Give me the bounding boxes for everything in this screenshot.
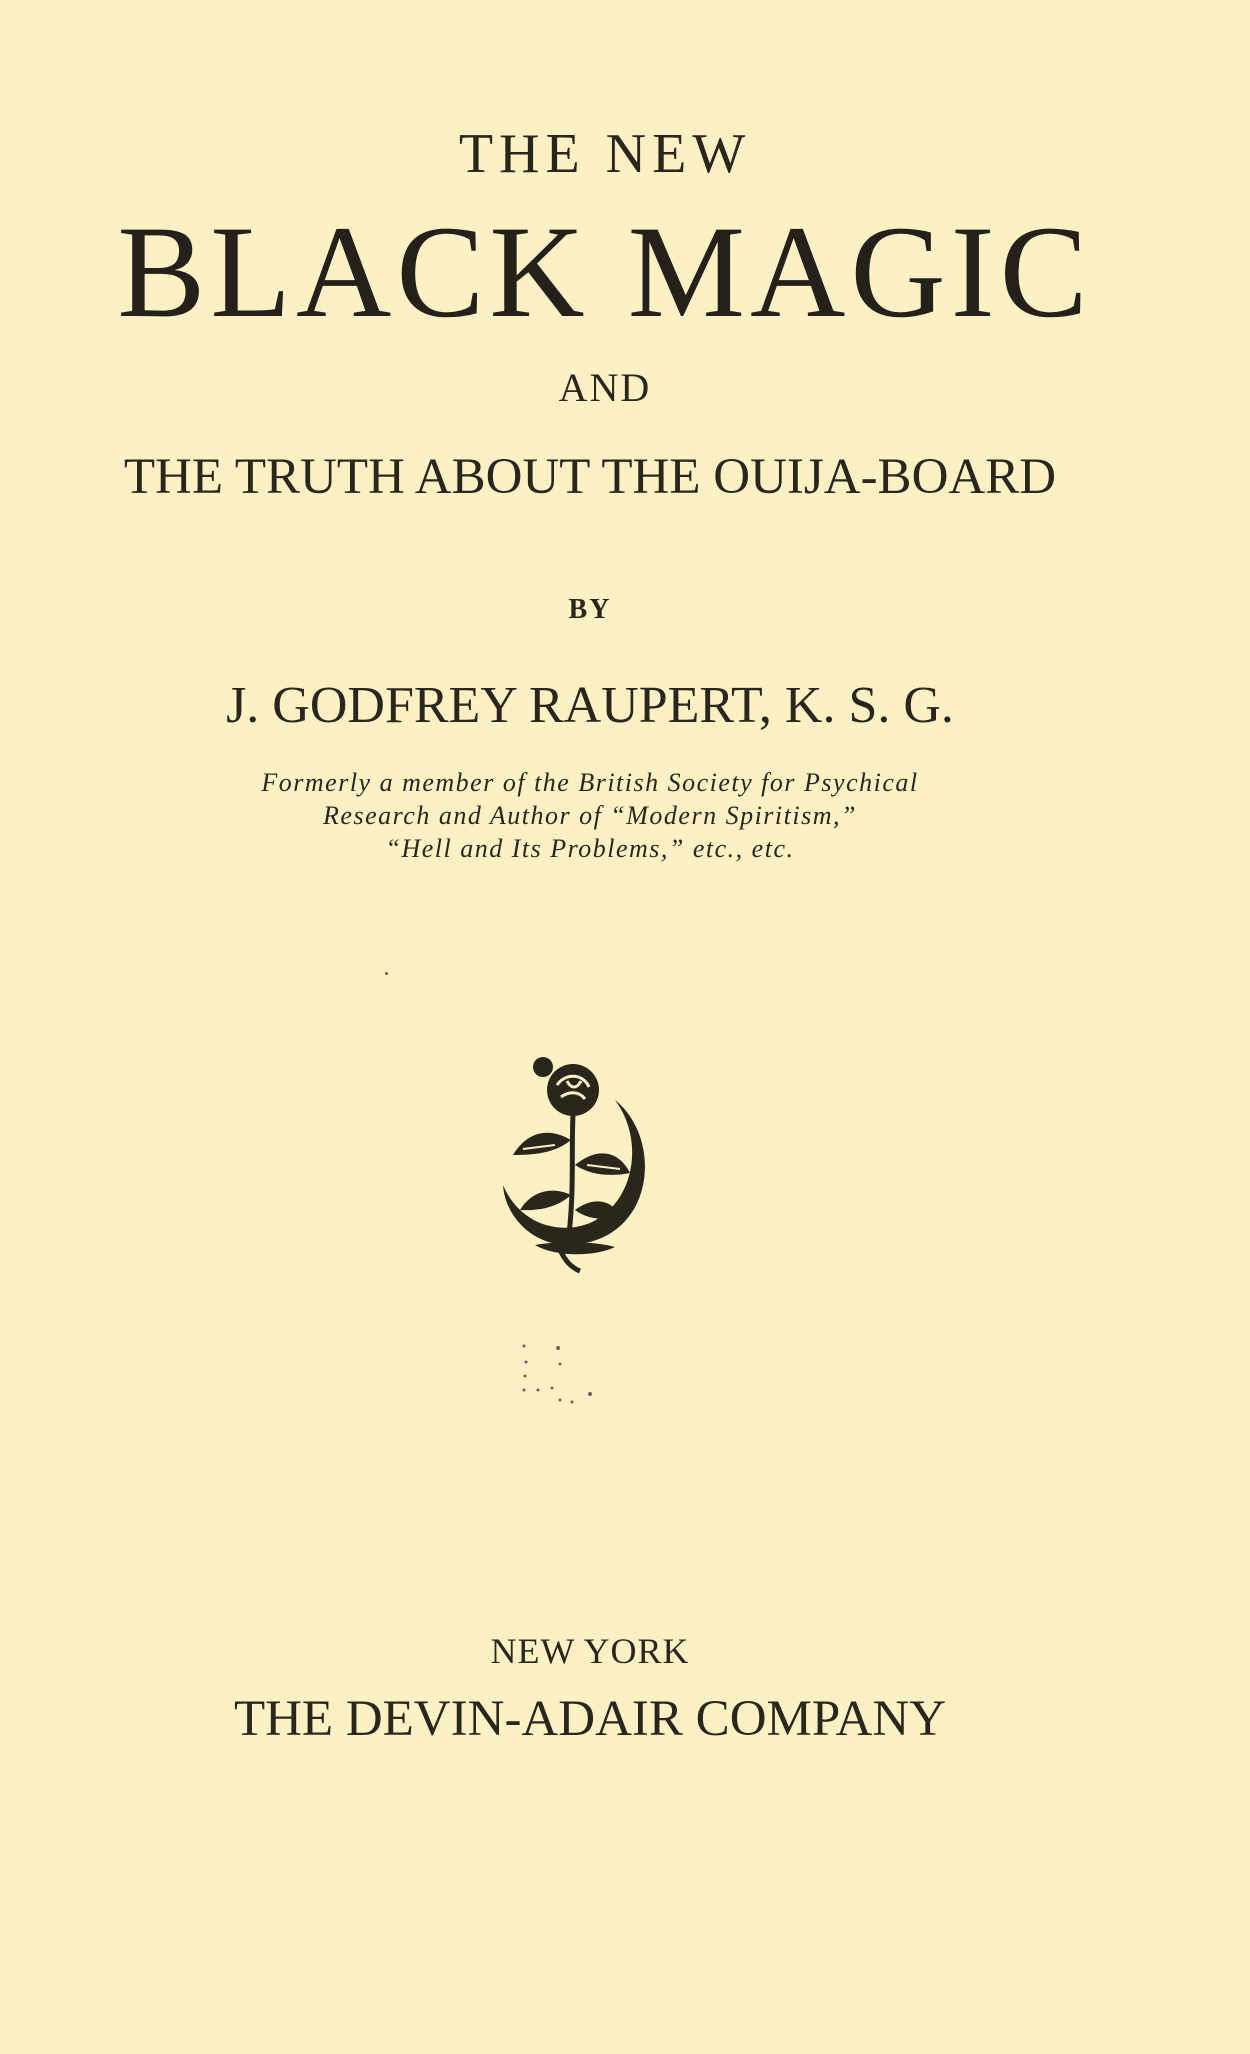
credentials-line: Formerly a member of the British Society for Psychical [261,768,919,797]
author-name: J. GODFREY RAUPERT, K. S. G. [226,677,954,734]
book-title: BLACK MAGIC [117,198,1093,345]
publication-city: NEW YORK [490,1631,690,1671]
rose-and-crescent-emblem [495,1045,655,1275]
author-credentials [0,766,1215,865]
title-conjunction: AND [558,365,652,410]
credentials-line: “Hell and Its Problems,” etc., etc. [385,834,795,863]
publisher-name: THE DEVIN-ADAIR COMPANY [233,1691,947,1747]
by-line: BY [568,594,612,625]
ink-speck [385,972,388,975]
credentials-line: Research and Author of “Modern Spiritism,” [323,801,857,830]
book-subtitle: THE TRUTH ABOUT THE OUIJA-BOARD [123,449,1057,505]
stray-ink-marks [520,1340,600,1410]
pretitle: THE NEW [458,123,752,185]
